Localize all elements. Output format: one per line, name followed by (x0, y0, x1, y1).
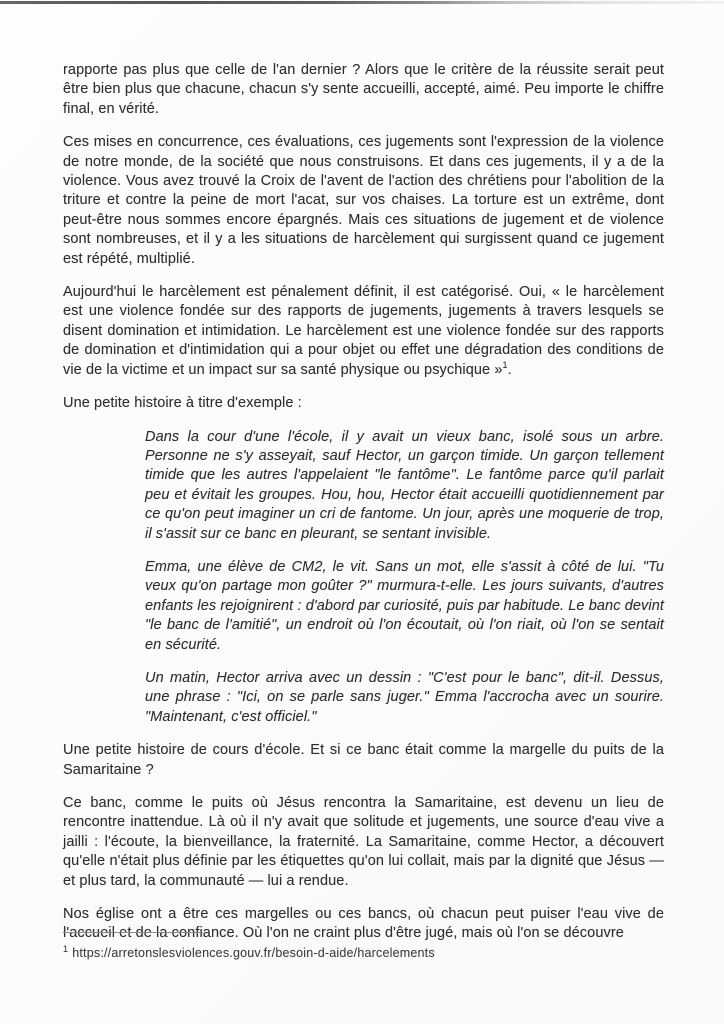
story-paragraph: Emma, une élève de CM2, le vit. Sans un mot, elle s'assit à côté de lui. "Tu veux qu'on partage mon goûter ?" murmura-t-elle. Les jours suivants, d'autres enfants les rejoignirent : d'abord par curiosité, puis par habitude. Le banc devint "le banc de l'amitié", un endroit où l'on écoutait, où l'on riait, où l'on se sentait en sécurité. (145, 558, 664, 653)
paragraph-text: Aujourd'hui le harcèlement est pénalement définit, il est catégorisé. Oui, « le harcèlement est une violence fondée sur des rapports de jugements, jugements à travers lesquels se disent domination et intimidation. Le harcèlement est une violence fondée sur des rapports de domination et d'intimidation qui a pour objet ou effet une dégradation des conditions de vie de la victime et un impact sur sa santé physique ou psychique » (63, 284, 664, 378)
body-paragraph-with-footnote (63, 283, 664, 380)
body-paragraph: rapporte pas plus que celle de l'an dernier ? Alors que le critère de la réussite serait peut être bien plus que chacune, chacun s'y sente accueilli, accepté, aimé. Peu importe le chiffre final, en vérité. (63, 62, 664, 117)
body-paragraph: Nos église ont a être ces margelles ou ces bancs, où chacun peut puiser l'eau vive de l'accueil et de la confiance. Où l'on ne craint plus d'être jugé, mais où l'on se découvre (63, 906, 664, 942)
body-paragraph: Ces mises en concurrence, ces évaluations, ces jugements sont l'expression de la violence de notre monde, de la société que nous construisons. Et dans ces jugements, il y a de la violence. Vous avez trouvé la Croix de l'avent de l'action des chrétiens pour l'abolition de la triture et contre la peine de mort l'acat, sur vos chaises. La torture est un extrême, dont peut-être nous sommes encore épargnés. Mais ces situations de jugement et de violence sont nombreuses, et il y a les situations de harcèlement qui surgissent quand ce jugement est répété, multiplié. (63, 134, 664, 267)
footnote-separator-rule (63, 932, 203, 933)
body-paragraph: Une petite histoire de cours d'école. Et si ce banc était comme la margelle du puits de la Samaritaine ? (63, 742, 664, 778)
scan-artifact-top-line (0, 1, 724, 4)
footnote-url: https://arretonslesviolences.gouv.fr/besoin-d-aide/harcelements (72, 946, 435, 961)
story-paragraph: Un matin, Hector arriva avec un dessin : "C'est pour le banc", dit-il. Dessus, une phrase : "Ici, on se parle sans juger." Emma l'accrocha avec un sourire. "Maintenant, c'est officiel." (145, 669, 664, 725)
example-intro-line: Une petite histoire à titre d'exemple : (63, 395, 302, 412)
body-paragraph: Ce banc, comme le puits où Jésus rencontra la Samaritaine, est devenu un lieu de rencontre inattendue. Là où il n'y avait que solitude et jugements, une source d'eau vive a jailli : l'écoute, la bienveillance, la fraternité. La Samaritaine, comme Hector, a découvert qu'elle n'était plus définie par les étiquettes qu'on lui collait, mais par la dignité que Jésus — et plus tard, la communauté — lui a rendue. (63, 795, 664, 889)
footnote-block (63, 932, 623, 961)
document-body (63, 61, 664, 961)
footnote-entry (63, 941, 623, 961)
footnote-reference: 1 (502, 359, 508, 370)
footnote-marker: 1 (63, 944, 69, 954)
story-paragraph: Dans la cour d'une l'école, il y avait un vieux banc, isolé sous un arbre. Personne ne s'y asseyait, sauf Hector, un garçon timide. Un garçon tellement timide que les autres l'appelaient "le fantôme". Le fantôme parce qu'il parlait peu et évitait les groupes. Hou, hou, Hector était accueilli quotidiennement par ce qu'on peut imaginer un cri de fantome. Un jour, après une moquerie de trop, il s'assit sur ce banc en pleurant, se sentant invisible. (145, 428, 664, 542)
paragraph-text: . (507, 361, 512, 378)
